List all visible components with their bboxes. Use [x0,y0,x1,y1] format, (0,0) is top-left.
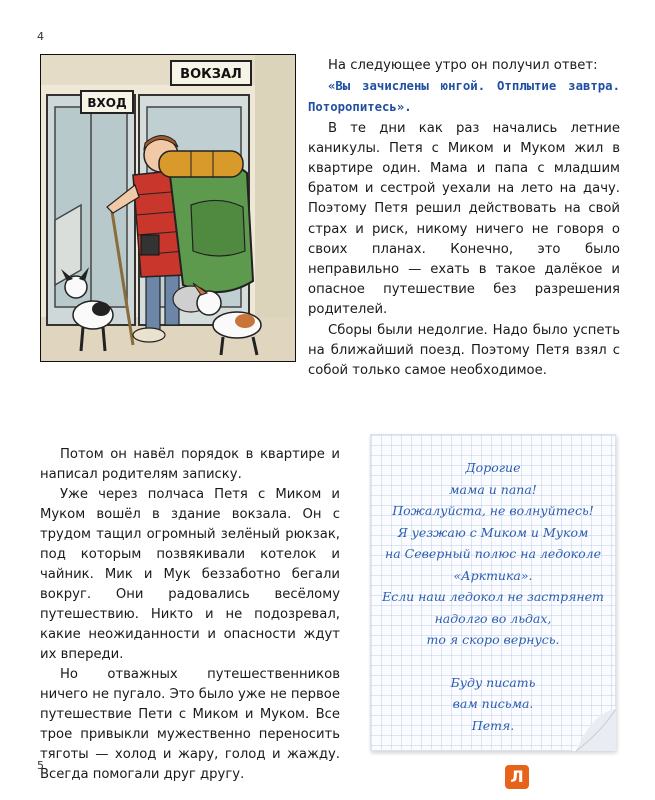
telegram-quote: «Вы зачислены юнгой. Отплытие завтра. Поторопитесь». [308,79,620,115]
sign-station: ВОКЗАЛ [180,67,242,82]
telegram-text [308,76,620,118]
paragraph: Сборы были недолгие. Надо было успеть на ближайший поезд. Поэтому Петя взял с собой только самое необходимое. [308,322,620,379]
note-line: Дорогие [465,460,521,475]
publisher-logo-icon: Л [505,765,529,789]
note-line: то я скоро вернусь. [426,632,560,647]
note-line: надолго во льдах, [434,610,552,626]
paragraph: Но отважных путешественников ничего не пугало. Это было уже не первое путешествие Пети с Миком и Муком. Все трое привыкли мужественно переносить тяготы — холод и жару, голод и жажду. Всегда помогали друг другу. [40,667,340,782]
note-line: на Северный полюс на ледоколе [384,546,602,561]
text-column-bottom [40,445,340,785]
note-line: мама и папа! [449,481,537,497]
note-signature: Петя. [471,717,515,733]
illustration-station [40,54,296,362]
page-number-bottom: 5 [37,759,44,772]
sign-entrance: ВХОД [87,96,127,110]
note-line: Пожалуйста, не волнуйтесь! [392,503,594,518]
text-column-top [308,56,620,381]
paragraph: Потом он навёл порядок в квартире и написал родителям записку. [40,447,340,482]
note-line: Буду писать [450,674,536,690]
handwritten-note [370,434,616,751]
note-line: вам письма. [452,696,534,711]
note-line: Если наш ледокол не застрянет [382,589,604,604]
paragraph: На следующее утро он получил ответ: [328,58,598,73]
page-curl-icon [572,707,616,751]
paragraph: В те дни как раз начались летние каникулы. Петя с Миком и Муком жил в квартире один. Мама и папа с младшим братом и сестрой уехали на лето на дачу. Поэтому Петя решил действовать на свой страх и риск, никому ничего не говоря о своих планах. Конечно, это было неправильно — ехать в такое далёкое и опасное путешествие без разрешения родителей. [308,120,620,318]
note-line: Я уезжаю с Миком и Муком [397,524,589,540]
note-line: «Арктика». [453,567,533,583]
paragraph: Уже через полчаса Петя с Миком и Муком вошёл в здание вокзала. Он с трудом тащил огромный зелёный рюкзак, под которым позвякивали котелок и чайник. Мик и Мук беззаботно бегали вокруг. Они радовались весёлому путешествию. Никто и не подозревал, какие неожиданности и опасности ждут их впереди. [40,487,340,662]
illustration-svg [41,55,295,361]
page-number-top: 4 [37,30,44,43]
